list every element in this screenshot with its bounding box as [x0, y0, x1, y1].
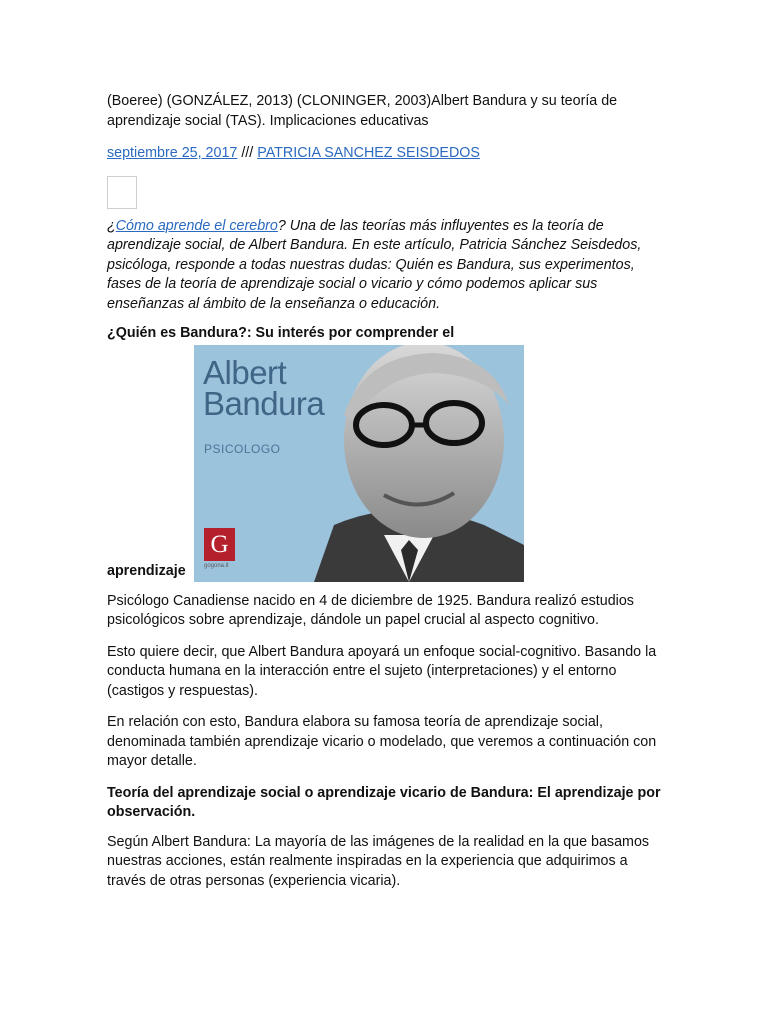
photo-name-last: Bandura: [203, 384, 325, 422]
bandura-photo: [194, 345, 524, 582]
section-heading-theory: Teoría del aprendizaje social o aprendizaje vicario de Bandura: El aprendizaje por observación.: [107, 784, 661, 820]
figure-row: [107, 345, 667, 582]
brain-article-link[interactable]: Cómo aprende el cerebro: [115, 217, 278, 234]
paragraph-approach: Esto quiere decir, que Albert Bandura apoyará un enfoque social-cognitivo. Basando la conducta humana en la interacción entre el sujeto (interpretaciones) y el entorno (castigos y respuestas).: [107, 643, 657, 699]
section-heading-who-cont: aprendizaje: [107, 563, 186, 579]
paragraph-vicarious: Según Albert Bandura: La mayoría de las imágenes de la realidad en la que basamos nuestras acciones, están realmente inspiradas en la experiencia que adquirimos a través de otras personas (experiencia vicaria).: [107, 833, 650, 889]
photo-role: PSICOLOGO: [204, 441, 281, 456]
date-link[interactable]: septiembre 25, 2017: [107, 145, 238, 161]
photo-name-first: Albert: [203, 353, 287, 391]
meta-separator: ///: [237, 145, 258, 161]
image-placeholder: [107, 176, 137, 209]
post-meta: [107, 144, 667, 164]
publisher-logo-text: gogona.it: [204, 562, 229, 569]
paragraph-theory: En relación con esto, Bandura elabora su famosa teoría de aprendizaje social, denominada también aprendizaje vicario o modelado, que veremos a continuación con mayor detalle.: [107, 714, 657, 769]
paragraph-birth: Psicólogo Canadiense nacido en 4 de diciembre de 1925. Bandura realizó estudios psicológicos sobre aprendizaje, dándole un papel crucial al aspecto cognitivo.: [107, 592, 634, 628]
publisher-logo: G: [204, 528, 235, 561]
document-title: (Boeree) (GONZÁLEZ, 2013) (CLONINGER, 2003)Albert Bandura y su teoría de aprendizaje social (TAS). Implicaciones educativas: [107, 93, 618, 129]
section-heading-who: ¿Quién es Bandura?: Su interés por comprender el: [107, 325, 455, 341]
document-page: [107, 92, 667, 903]
portrait-illustration: [194, 345, 524, 582]
intro-text: ? Una de las teorías más influyentes es la teoría de aprendizaje social, de Albert Bandura. En este artículo, Patricia Sánchez Seisdedos, psicóloga, responde a todas nuestras dudas: Quién es Bandura, sus experimentos, fases de la teoría de aprendizaje social o vicario y cómo podemos aplicar sus enseñanzas al ámbito de la enseñanza o educación.: [107, 217, 642, 312]
intro-prefix: ¿: [107, 217, 116, 234]
intro-paragraph: [107, 217, 667, 315]
author-link[interactable]: PATRICIA SANCHEZ SEISDEDOS: [257, 145, 480, 161]
